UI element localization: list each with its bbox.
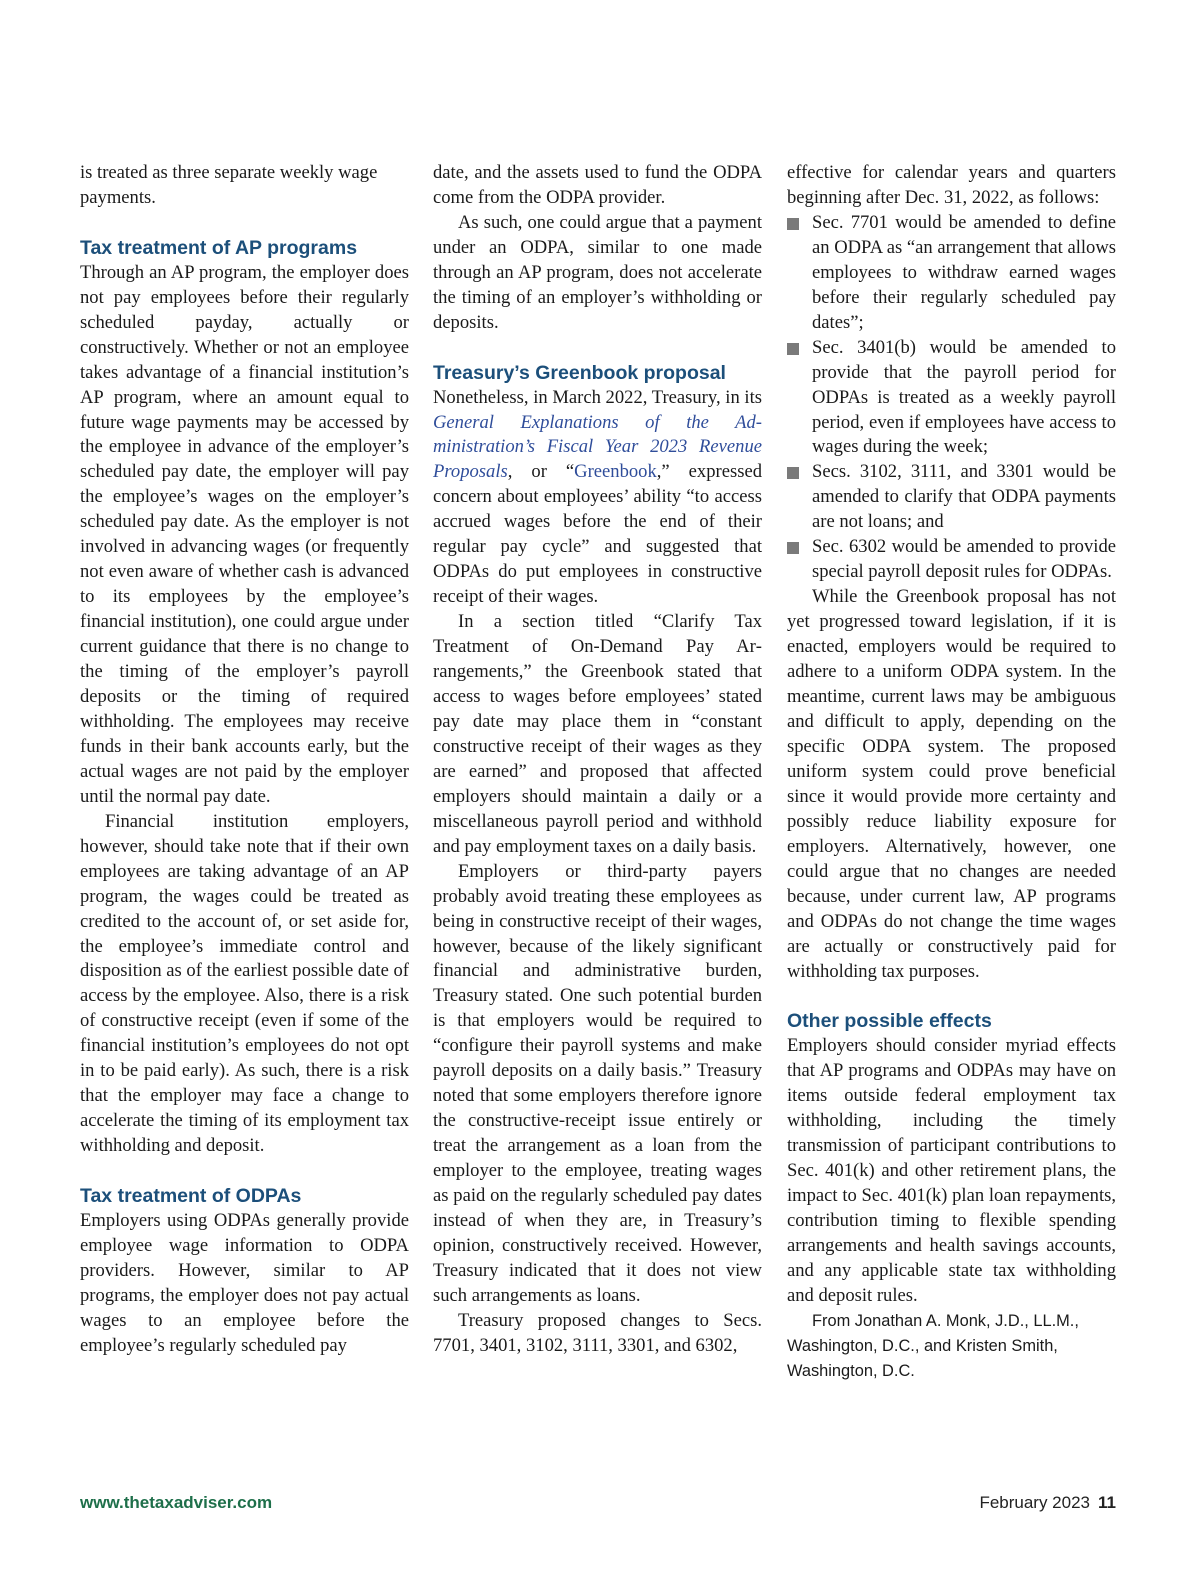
square-bullet-icon	[787, 467, 799, 479]
section-heading-odpas: Tax treatment of ODPAs	[80, 1185, 302, 1208]
list-item-text: Secs. 3102, 3111, and 3301 would be amended to clarify that ODPA payments are not loans; and	[812, 461, 1116, 533]
page-number: 11	[1098, 1493, 1116, 1512]
column-2	[433, 161, 762, 1359]
paragraph: While the Greenbook proposal has not yet progressed toward legislation, if it is enacted, employers would be required to adhere to a uniform ODPA system. In the meantime, current laws may be ambiguous and difficult to apply, depending on the specific ODPA system. The proposed uniform system could prove beneficial since it would provide more certainty and possibly reduce liability exposure for employers. Alternatively, however, one could argue that no changes are needed because, under current law, AP programs and ODPAs do not change the time wages are actually or constructively paid for withholding tax purposes.	[787, 586, 1116, 982]
author-credit: From Jonathan A. Monk, J.D., LL.M., Washington, D.C., and Kristen Smith, Washington, D.C.	[787, 1311, 1079, 1380]
list-item	[787, 460, 1116, 535]
paragraph: is treated as three separate weekly wage payments.	[80, 162, 378, 208]
proposal-list	[787, 211, 1116, 585]
list-item	[787, 336, 1116, 461]
paragraph: date, and the assets used to fund the ODPA come from the ODPA provider.	[433, 162, 762, 208]
section-heading-other-effects: Other possible effects	[787, 1010, 992, 1033]
paragraph: Through an AP program, the employer does not pay employees before their regularly scheduled payday, actually or constructively. Whether or not an employee takes advantage of a financial institution’s AP program, where an amount equal to future wage payments may be accessed by the employee in advance of the employer’s scheduled pay date, the employer will pay the employee’s wages on the employer’s scheduled pay date. As the employer is not involved in advancing wages (or frequently not even aware of whether cash is advanced to its employees by the employee’s financial institution), one could argue under current guidance that there is no change to the timing of the employer’s payroll deposits or the timing of required withholding. The employees may receive funds in their bank accounts early, but the actual wages are not paid by the employer until the normal pay date.	[80, 261, 409, 807]
list-item	[787, 211, 1116, 336]
list-item	[787, 535, 1116, 585]
column-3	[787, 161, 1116, 1384]
greenbook-title-link[interactable]: General Explanations of the Administration’s Fiscal Year 2023 Revenue Proposals	[433, 411, 762, 483]
paragraph: Employers or third-party payers probably avoid treating these employees as being in constructive receipt of their wages, however, because of the likely significant financial and administrative burden, Treasury stated. One such potential burden is that employers would be required to “configure their payroll systems and make payroll deposits on a daily basis.” Treasury noted that some employers therefore ignore the constructive-receipt issue entirely or treat the arrangement as a loan from the employer to the employee, treating wages as paid on the regularly scheduled pay dates instead of when they are, in Treasury’s opinion, constructively received. However, Treasury indicated that it does not view such arrangements as loans.	[433, 860, 762, 1306]
paragraph: Treasury proposed changes to Secs. 7701, 3401, 3102, 3111, 3301, and 6302,	[433, 1309, 762, 1356]
paragraph: effective for calendar years and quarters beginning after Dec. 31, 2022, as follows:	[787, 162, 1116, 208]
list-item-text: Sec. 6302 would be amended to provide special payroll deposit rules for ODPAs.	[812, 536, 1116, 583]
text-run: Nonetheless, in March 2022, Treasury, in its	[433, 386, 762, 408]
square-bullet-icon	[787, 218, 799, 230]
paragraph: Employers using ODPAs generally provide employee wage information to ODPA providers. However, similar to AP programs, the employer does not pay actual wages to an employee before the employee’s regularly scheduled pay	[80, 1210, 409, 1356]
paragraph: As such, one could argue that a payment under an ODPA, similar to one made through an AP program, does not accelerate the timing of an employer’s withholding or deposits.	[433, 211, 762, 333]
square-bullet-icon	[787, 343, 799, 355]
list-item-text: Sec. 7701 would be amended to define an ODPA as “an arrangement that allows employees to withdraw earned wages before their regularly scheduled pay dates”;	[812, 211, 1116, 333]
paragraph: Financial institution employers, however, should take note that if their own employees are taking advantage of an AP program, the wages could be treated as credited to the account of, or set aside for, the employee’s immediate control and disposition as of the earliest possible date of access by the employee. Also, there is a risk of constructive receipt (even if some of the financial institution’s employees do not opt in to be paid early). As such, there is a risk that the employer may face a change to accelerate the timing of its employment tax withholding and deposit.	[80, 810, 409, 1157]
square-bullet-icon	[787, 542, 799, 554]
text-run: , or “	[507, 461, 575, 483]
greenbook-link[interactable]: Greenbook	[574, 461, 657, 483]
page-footer	[979, 1493, 1116, 1513]
paragraph: Employers should consider myriad effects that AP programs and ODPAs may have on items outside federal employment tax withholding, including the timely transmission of participant contributions to Sec. 401(k) and other retirement plans, the impact to Sec. 401(k) plan loan repayments, contribution timing to flexible spending arrangements and health savings accounts, and any applicable state tax withholding and deposit rules.	[787, 1035, 1116, 1306]
paragraph	[433, 386, 762, 611]
section-heading-ap-programs: Tax treatment of AP programs	[80, 236, 358, 259]
issue-date: February 2023	[979, 1493, 1091, 1512]
text-run: ,” expressed concern about employees’ ability “to access accrued wages before the end of their regular pay cycle” and suggested that ODPAs do put employees in constructive receipt of their wages.	[433, 461, 762, 608]
column-1	[80, 161, 409, 1359]
website-link[interactable]: www.thetaxadviser.com	[80, 1493, 273, 1512]
list-item-text: Sec. 3401(b) would be amended to provide that the payroll period for ODPAs is treated as a weekly payroll period, even if employees have access to wages during the week;	[812, 336, 1116, 458]
section-heading-greenbook: Treasury’s Greenbook proposal	[433, 361, 726, 384]
paragraph: In a section titled “Clarify Tax Treatment of On-Demand Pay Arrangements,” the Greenbook stated that access to wages before employees’ stated pay date may place them in “constant constructive receipt of their wages as they are earned” and proposed that affected employers should maintain a daily or a miscellaneous payroll period and withhold and pay employment taxes on a daily basis.	[433, 611, 762, 857]
